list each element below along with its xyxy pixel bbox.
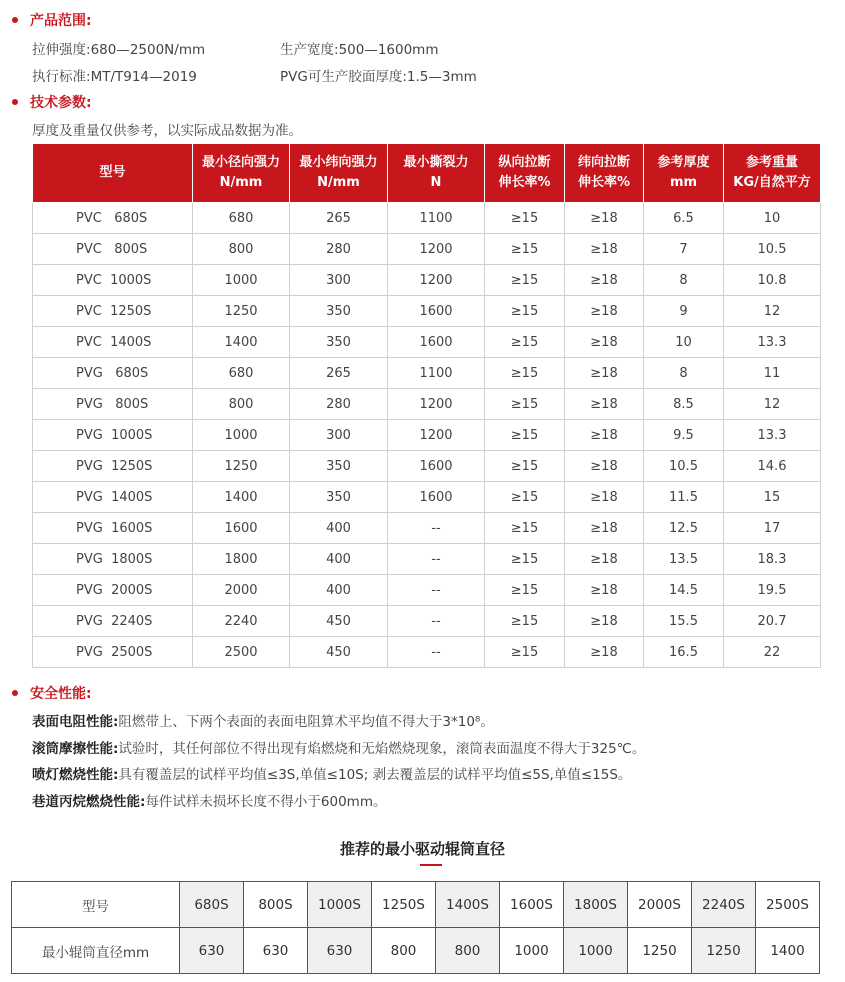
table-cell: 1400 (193, 327, 290, 358)
safety-item: 喷灯燃烧性能:具有覆盖层的试样平均值≤3S,单值≤10S; 剥去覆盖层的试样平均值≤5S,单值≤15S。 (32, 767, 632, 783)
drum-model-cell: 1400S (436, 882, 500, 928)
table-cell: ≥18 (565, 544, 644, 575)
spec-table (32, 143, 821, 668)
model-cell: PVC 1000S (33, 265, 193, 296)
spec-header-cell: 型号 (33, 144, 193, 203)
drum-model-cell: 1000S (308, 882, 372, 928)
drum-diameter-row (12, 928, 820, 974)
table-cell: ≥15 (485, 513, 565, 544)
drum-diameter-cell: 630 (180, 928, 244, 974)
table-cell: ≥15 (485, 637, 565, 668)
table-cell: 13.3 (724, 327, 821, 358)
table-cell: 2000 (193, 575, 290, 606)
table-row (33, 296, 821, 327)
drum-table (11, 881, 820, 974)
table-cell: 13.3 (724, 420, 821, 451)
table-cell: 8.5 (644, 389, 724, 420)
table-cell: 400 (290, 544, 388, 575)
model-cell: PVG 1250S (33, 451, 193, 482)
drum-diameter-cell: 1250 (692, 928, 756, 974)
table-cell: 350 (290, 482, 388, 513)
model-cell: PVG 2000S (33, 575, 193, 606)
drum-model-label: 型号 (12, 882, 180, 928)
table-cell: 680 (193, 358, 290, 389)
table-cell: 1100 (388, 203, 485, 234)
drum-diameter-cell: 630 (244, 928, 308, 974)
table-cell: ≥18 (565, 389, 644, 420)
table-cell: 1200 (388, 265, 485, 296)
table-cell: -- (388, 575, 485, 606)
table-cell: ≥15 (485, 544, 565, 575)
table-cell: ≥18 (565, 327, 644, 358)
table-cell: ≥15 (485, 203, 565, 234)
spec-header-row (33, 144, 821, 203)
spec-header-cell: 最小径向强力 N/mm (193, 144, 290, 203)
drum-model-cell: 2000S (628, 882, 692, 928)
table-cell: 6.5 (644, 203, 724, 234)
table-cell: 12 (724, 296, 821, 327)
table-cell: -- (388, 544, 485, 575)
table-cell: 680 (193, 203, 290, 234)
table-row (33, 203, 821, 234)
safety-item: 滚筒摩擦性能:试验时，其任何部位不得出现有焰燃烧和无焰燃烧现象，滚筒表面温度不得大于325℃。 (32, 741, 646, 757)
table-cell: 450 (290, 606, 388, 637)
bullet-dot-icon (12, 99, 18, 105)
model-cell: PVG 1800S (33, 544, 193, 575)
table-cell: 11.5 (644, 482, 724, 513)
model-cell: PVC 1250S (33, 296, 193, 327)
tech-params-note: 厚度及重量仅供参考，以实际成品数据为准。 (32, 123, 302, 139)
spec-header-cell: 最小纬向强力 N/mm (290, 144, 388, 203)
drum-model-cell: 1800S (564, 882, 628, 928)
table-cell: 1200 (388, 234, 485, 265)
drum-model-cell: 2240S (692, 882, 756, 928)
table-cell: 2500 (193, 637, 290, 668)
table-cell: 22 (724, 637, 821, 668)
table-cell: ≥15 (485, 482, 565, 513)
table-cell: 1600 (193, 513, 290, 544)
table-cell: 300 (290, 265, 388, 296)
safety-item: 表面电阻性能:阻燃带上、下两个表面的表面电阻算术平均值不得大于3*10⁸。 (32, 714, 494, 730)
table-cell: ≥15 (485, 265, 565, 296)
table-cell: 9.5 (644, 420, 724, 451)
table-cell: 1200 (388, 420, 485, 451)
model-cell: PVG 680S (33, 358, 193, 389)
table-cell: 280 (290, 389, 388, 420)
table-cell: 1600 (388, 451, 485, 482)
drum-model-cell: 1600S (500, 882, 564, 928)
table-cell: ≥15 (485, 234, 565, 265)
table-cell: ≥18 (565, 637, 644, 668)
model-cell: PVG 800S (33, 389, 193, 420)
tech-params-heading: 技术参数: (12, 92, 92, 112)
drum-diameter-cell: 1000 (564, 928, 628, 974)
table-cell: 10.8 (724, 265, 821, 296)
table-cell: ≥18 (565, 234, 644, 265)
drum-model-cell: 2500S (756, 882, 820, 928)
table-cell: 1000 (193, 265, 290, 296)
tensile-strength: 拉伸强度:680—2500N/mm (32, 42, 206, 58)
model-cell: PVC 800S (33, 234, 193, 265)
table-cell: 12 (724, 389, 821, 420)
table-cell: ≥15 (485, 389, 565, 420)
model-cell: PVG 1400S (33, 482, 193, 513)
table-cell: 2240 (193, 606, 290, 637)
production-width: 生产宽度:500—1600mm (280, 42, 439, 58)
table-cell: 8 (644, 265, 724, 296)
bullet-dot-icon (12, 690, 18, 696)
model-cell: PVC 1400S (33, 327, 193, 358)
drum-diameter-cell: 1400 (756, 928, 820, 974)
model-cell: PVG 1000S (33, 420, 193, 451)
table-cell: 350 (290, 451, 388, 482)
table-cell: 16.5 (644, 637, 724, 668)
table-row (33, 358, 821, 389)
model-cell: PVG 1600S (33, 513, 193, 544)
table-cell: 7 (644, 234, 724, 265)
execution-standard: 执行标准:MT/T914—2019 (32, 69, 197, 85)
safety-heading: 安全性能: (12, 683, 92, 703)
table-cell: ≥18 (565, 358, 644, 389)
table-cell: 8 (644, 358, 724, 389)
table-cell: ≥18 (565, 203, 644, 234)
table-cell: 350 (290, 327, 388, 358)
table-cell: 265 (290, 203, 388, 234)
product-range-heading: 产品范围: (12, 10, 92, 30)
table-row (33, 482, 821, 513)
table-row (33, 606, 821, 637)
table-cell: 10 (644, 327, 724, 358)
drum-diameter-label: 最小辊筒直径mm (12, 928, 180, 974)
table-cell: 1400 (193, 482, 290, 513)
table-cell: 13.5 (644, 544, 724, 575)
model-cell: PVG 2240S (33, 606, 193, 637)
spec-header-cell: 最小撕裂力 N (388, 144, 485, 203)
model-cell: PVG 2500S (33, 637, 193, 668)
table-cell: 1600 (388, 327, 485, 358)
table-cell: 800 (193, 389, 290, 420)
bullet-dot-icon (12, 17, 18, 23)
table-row (33, 234, 821, 265)
table-cell: -- (388, 513, 485, 544)
table-cell: 1000 (193, 420, 290, 451)
table-cell: ≥18 (565, 420, 644, 451)
table-cell: 400 (290, 513, 388, 544)
table-row (33, 544, 821, 575)
drum-diameter-cell: 1250 (628, 928, 692, 974)
spec-header-cell: 纵向拉断 伸长率% (485, 144, 565, 203)
table-cell: ≥15 (485, 420, 565, 451)
table-cell: 800 (193, 234, 290, 265)
table-cell: ≥18 (565, 482, 644, 513)
table-row (33, 513, 821, 544)
title-underline (420, 864, 442, 866)
drum-model-cell: 680S (180, 882, 244, 928)
drum-diameter-cell: 1000 (500, 928, 564, 974)
table-cell: 10 (724, 203, 821, 234)
table-cell: 450 (290, 637, 388, 668)
table-cell: 10.5 (644, 451, 724, 482)
table-cell: ≥15 (485, 451, 565, 482)
table-cell: 1250 (193, 451, 290, 482)
table-row (33, 451, 821, 482)
table-cell: 18.3 (724, 544, 821, 575)
spec-header-cell: 参考重量 KG/自然平方 (724, 144, 821, 203)
spec-header-cell: 参考厚度 mm (644, 144, 724, 203)
drum-diameter-cell: 800 (436, 928, 500, 974)
table-cell: ≥18 (565, 513, 644, 544)
table-row (33, 420, 821, 451)
drum-title: 推荐的最小驱动辊筒直径 (339, 840, 505, 858)
table-cell: 17 (724, 513, 821, 544)
table-cell: -- (388, 637, 485, 668)
table-cell: ≥15 (485, 358, 565, 389)
table-cell: 280 (290, 234, 388, 265)
table-cell: 12.5 (644, 513, 724, 544)
spec-header-cell: 纬向拉断 伸长率% (565, 144, 644, 203)
table-cell: 1100 (388, 358, 485, 389)
table-cell: 11 (724, 358, 821, 389)
table-cell: 400 (290, 575, 388, 606)
table-cell: ≥18 (565, 451, 644, 482)
table-cell: 1600 (388, 482, 485, 513)
table-cell: 265 (290, 358, 388, 389)
table-cell: 14.6 (724, 451, 821, 482)
table-cell: -- (388, 606, 485, 637)
table-cell: 10.5 (724, 234, 821, 265)
model-cell: PVC 680S (33, 203, 193, 234)
table-cell: 9 (644, 296, 724, 327)
table-cell: ≥15 (485, 606, 565, 637)
drum-model-cell: 1250S (372, 882, 436, 928)
table-row (33, 637, 821, 668)
table-cell: ≥18 (565, 575, 644, 606)
table-cell: 15 (724, 482, 821, 513)
table-cell: ≥15 (485, 296, 565, 327)
table-cell: ≥18 (565, 606, 644, 637)
table-cell: ≥18 (565, 265, 644, 296)
table-cell: 19.5 (724, 575, 821, 606)
table-cell: 350 (290, 296, 388, 327)
drum-model-row (12, 882, 820, 928)
table-cell: ≥15 (485, 327, 565, 358)
table-cell: 1250 (193, 296, 290, 327)
drum-diameter-cell: 630 (308, 928, 372, 974)
table-cell: 14.5 (644, 575, 724, 606)
table-cell: 1600 (388, 296, 485, 327)
table-cell: ≥15 (485, 575, 565, 606)
table-row (33, 327, 821, 358)
table-cell: ≥18 (565, 296, 644, 327)
pvg-thickness: PVG可生产胶面厚度:1.5—3mm (280, 69, 477, 85)
table-cell: 20.7 (724, 606, 821, 637)
drum-model-cell: 800S (244, 882, 308, 928)
table-row (33, 265, 821, 296)
safety-item: 巷道丙烷燃烧性能:每件试样未损坏长度不得小于600mm。 (32, 794, 387, 810)
table-cell: 1200 (388, 389, 485, 420)
drum-diameter-cell: 800 (372, 928, 436, 974)
table-row (33, 389, 821, 420)
table-row (33, 575, 821, 606)
table-cell: 15.5 (644, 606, 724, 637)
table-cell: 300 (290, 420, 388, 451)
table-cell: 1800 (193, 544, 290, 575)
